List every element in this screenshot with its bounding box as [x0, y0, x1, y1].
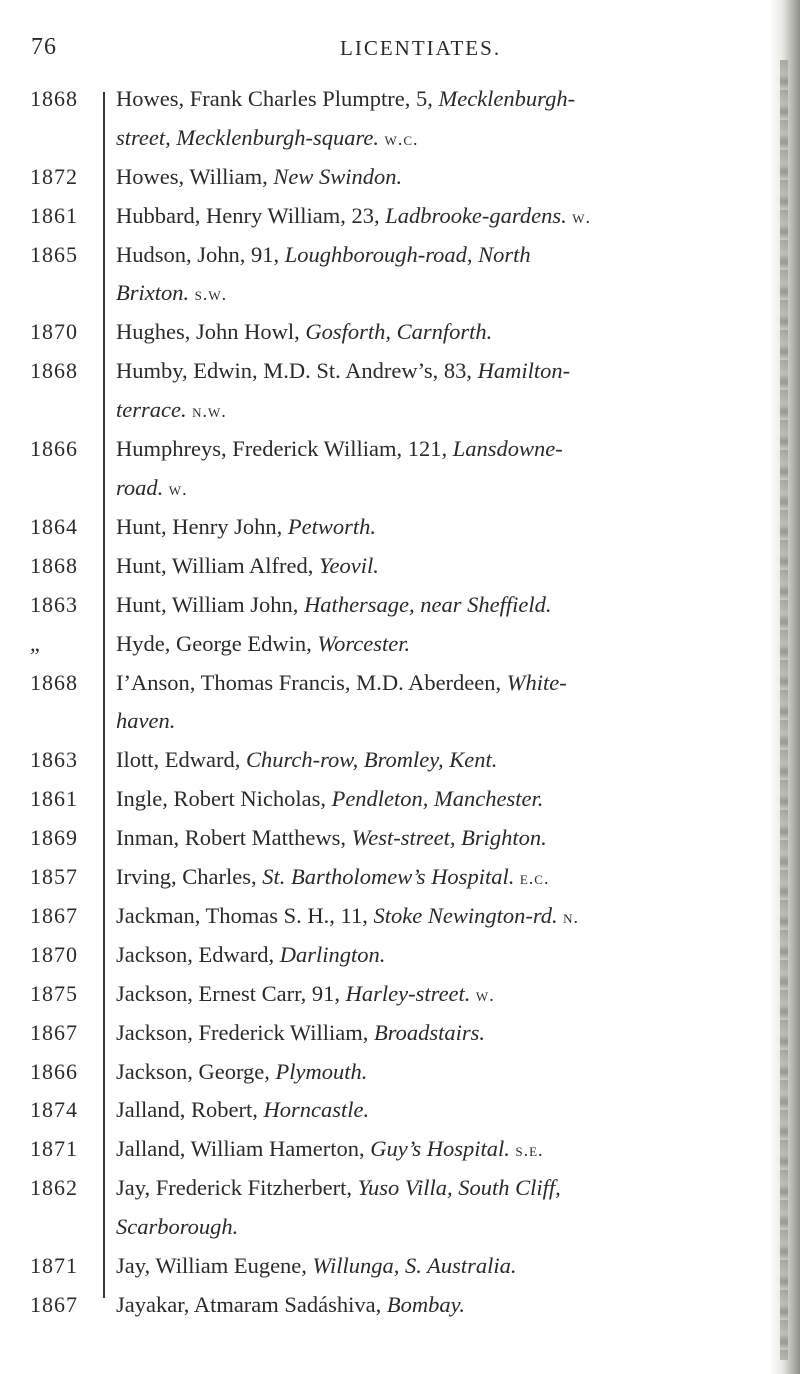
entry-year: 1871	[30, 1136, 78, 1162]
page-header	[0, 26, 800, 66]
entry-name: Ilott, Edward,	[116, 747, 246, 773]
entry-text-continued	[116, 1214, 756, 1240]
entry-text	[116, 553, 756, 579]
entry-address: Gosforth, Carnforth.	[305, 319, 493, 345]
entry-year: 1874	[30, 1097, 78, 1123]
entry-name: Inman, Robert Matthews,	[116, 825, 352, 851]
entry-name: Jackson, Frederick William,	[116, 1019, 374, 1045]
entry-text	[116, 1020, 756, 1046]
entry-text-continued	[116, 397, 756, 423]
entry-name: I’Anson, Thomas Francis, M.D. Aberdeen,	[116, 669, 507, 695]
entry-name: Hudson, John, 91,	[116, 241, 285, 267]
entry-text	[116, 864, 756, 890]
entry-address: Horncastle.	[263, 1097, 370, 1123]
entry-name: Jay, Frederick Fitzherbert,	[116, 1175, 358, 1201]
column-divider	[103, 92, 105, 1298]
entry-text	[116, 242, 756, 268]
entry-address: New Swindon.	[273, 163, 403, 189]
entry-address: Petworth.	[287, 513, 376, 539]
entry-year: 1869	[30, 825, 78, 851]
entry-year: 1868	[30, 552, 78, 578]
entry-text	[116, 319, 756, 345]
entry-text	[116, 786, 756, 812]
entry-text-continued	[116, 280, 756, 306]
entry-year: „	[30, 630, 41, 656]
entry-name: Ingle, Robert Nicholas,	[116, 786, 332, 812]
entry-address: Stoke Newington-rd.	[373, 902, 558, 928]
entry-text	[116, 86, 756, 112]
entry-address: Worcester.	[317, 630, 411, 656]
entry-year: 1857	[30, 864, 78, 889]
entry-name: Hunt, Henry John,	[116, 513, 288, 539]
entry-text	[116, 631, 756, 657]
entry-year: 1863	[30, 591, 78, 617]
entry-district: e.c.	[514, 868, 550, 888]
entry-address-continued: Brixton.	[116, 280, 190, 306]
entry-year: 1867	[30, 1019, 78, 1045]
entry-name: Hyde, George Edwin,	[116, 630, 318, 656]
entry-text	[116, 436, 756, 462]
entry-district: w.	[470, 984, 495, 1005]
entry-address: Broadstairs.	[374, 1019, 486, 1045]
entry-text	[116, 1059, 756, 1085]
entry-district: s.w.	[189, 284, 228, 305]
entry-address-continued: terrace.	[116, 397, 187, 423]
entry-year: 1866	[30, 1058, 78, 1084]
entry-address: Yuso Villa, South Cliff,	[357, 1175, 561, 1201]
entry-name: Humphreys, Frederick William, 121,	[116, 436, 453, 462]
entry-name: Jalland, Robert,	[116, 1097, 264, 1123]
entry-address: Loughborough-road, North	[284, 241, 531, 267]
entry-text	[116, 592, 756, 618]
entry-name: Hubbard, Henry William, 23,	[116, 202, 386, 228]
entry-name: Jackson, George,	[116, 1058, 276, 1084]
entry-address: Pendleton, Manchester.	[331, 786, 544, 812]
entry-year: 1870	[30, 319, 78, 345]
entry-district: w.	[566, 206, 591, 227]
entry-year: 1868	[30, 86, 78, 111]
entry-year: 1861	[30, 202, 78, 228]
page-number: 76	[31, 34, 57, 60]
entry-text	[116, 514, 756, 540]
entry-district: n.	[557, 906, 580, 927]
entry-name: Hunt, William Alfred,	[116, 552, 320, 578]
entry-name: Irving, Charles,	[116, 864, 263, 889]
entry-text-continued	[116, 475, 756, 501]
entry-address: Church-row, Bromley, Kent.	[245, 747, 498, 773]
entry-address-continued: Scarborough.	[116, 1214, 239, 1240]
running-head: LICENTIATES.	[340, 36, 502, 60]
entry-name: Jackson, Ernest Carr, 91,	[116, 980, 346, 1006]
entry-address-continued: road.	[116, 474, 164, 500]
entry-text	[116, 670, 756, 696]
entry-address: Mecklenburgh-	[438, 86, 576, 111]
entry-address-continued: street, Mecklenburgh-square.	[116, 124, 380, 150]
entry-text	[116, 747, 756, 773]
binding-edge	[780, 60, 788, 1360]
entry-name: Jackman, Thomas S. H., 11,	[116, 902, 374, 928]
entry-year: 1867	[30, 902, 78, 928]
entry-year: 1865	[30, 241, 78, 267]
entry-address: White-	[506, 669, 567, 695]
entry-address: Willunga, S. Australia.	[312, 1253, 517, 1278]
entry-address: Yeovil.	[319, 552, 379, 578]
entry-text	[116, 981, 756, 1007]
entry-address: St. Bartholomew’s Hospital.	[262, 864, 515, 889]
entry-text	[116, 164, 756, 190]
entry-year: 1867	[30, 1291, 78, 1317]
entry-year: 1866	[30, 436, 78, 462]
entry-name: Jay, William Eugene,	[116, 1253, 313, 1278]
entry-name: Hughes, John Howl,	[116, 319, 306, 345]
entry-district: s.e.	[509, 1140, 544, 1161]
entry-year: 1875	[30, 980, 78, 1006]
entry-year: 1863	[30, 747, 78, 773]
entry-address: Hamilton-	[477, 358, 571, 384]
entry-text-continued	[116, 708, 756, 734]
entry-text	[116, 1136, 756, 1162]
entry-year: 1864	[30, 513, 78, 539]
entry-address: Lansdowne-	[452, 436, 563, 462]
entry-text	[116, 203, 756, 229]
entry-year: 1872	[30, 163, 78, 189]
entry-text	[116, 1097, 756, 1123]
entry-year: 1862	[30, 1175, 78, 1201]
entry-name: Humby, Edwin, M.D. St. Andrew’s, 83,	[116, 358, 478, 384]
entry-address: Harley-street.	[345, 980, 471, 1006]
entry-address: Plymouth.	[275, 1058, 368, 1084]
entry-address: Hathersage, near Sheffield.	[304, 591, 552, 617]
entry-name: Jalland, William Hamerton,	[116, 1136, 371, 1162]
entry-address: Darlington.	[279, 941, 386, 967]
entry-text	[116, 1292, 756, 1318]
entry-address: Guy’s Hospital.	[370, 1136, 510, 1162]
entry-name: Jackson, Edward,	[116, 941, 280, 967]
entry-name: Hunt, William John,	[116, 591, 305, 617]
entry-text	[116, 358, 756, 384]
entry-year: 1861	[30, 786, 78, 812]
entry-address: Ladbrooke-gardens.	[385, 202, 567, 228]
entry-district: w.	[163, 478, 188, 499]
entry-text	[116, 942, 756, 968]
entry-text	[116, 825, 756, 851]
entry-address: Bombay.	[386, 1291, 466, 1317]
entry-text	[116, 1253, 756, 1279]
entry-district: w.c.	[379, 128, 419, 149]
entry-name: Howes, William,	[116, 163, 274, 189]
entry-year: 1871	[30, 1253, 78, 1278]
entry-address: West-street, Brighton.	[351, 825, 547, 851]
entry-address-continued: haven.	[116, 708, 176, 734]
entry-year: 1868	[30, 358, 78, 384]
entry-year: 1868	[30, 669, 78, 695]
entry-text	[116, 903, 756, 929]
entry-text	[116, 1175, 756, 1201]
entry-district: n.w.	[186, 401, 227, 422]
entry-name: Howes, Frank Charles Plumptre, 5,	[116, 86, 439, 111]
entry-text-continued	[116, 125, 756, 151]
entry-name: Jayakar, Atmaram Sadáshiva,	[116, 1291, 387, 1317]
entry-year: 1870	[30, 941, 78, 967]
